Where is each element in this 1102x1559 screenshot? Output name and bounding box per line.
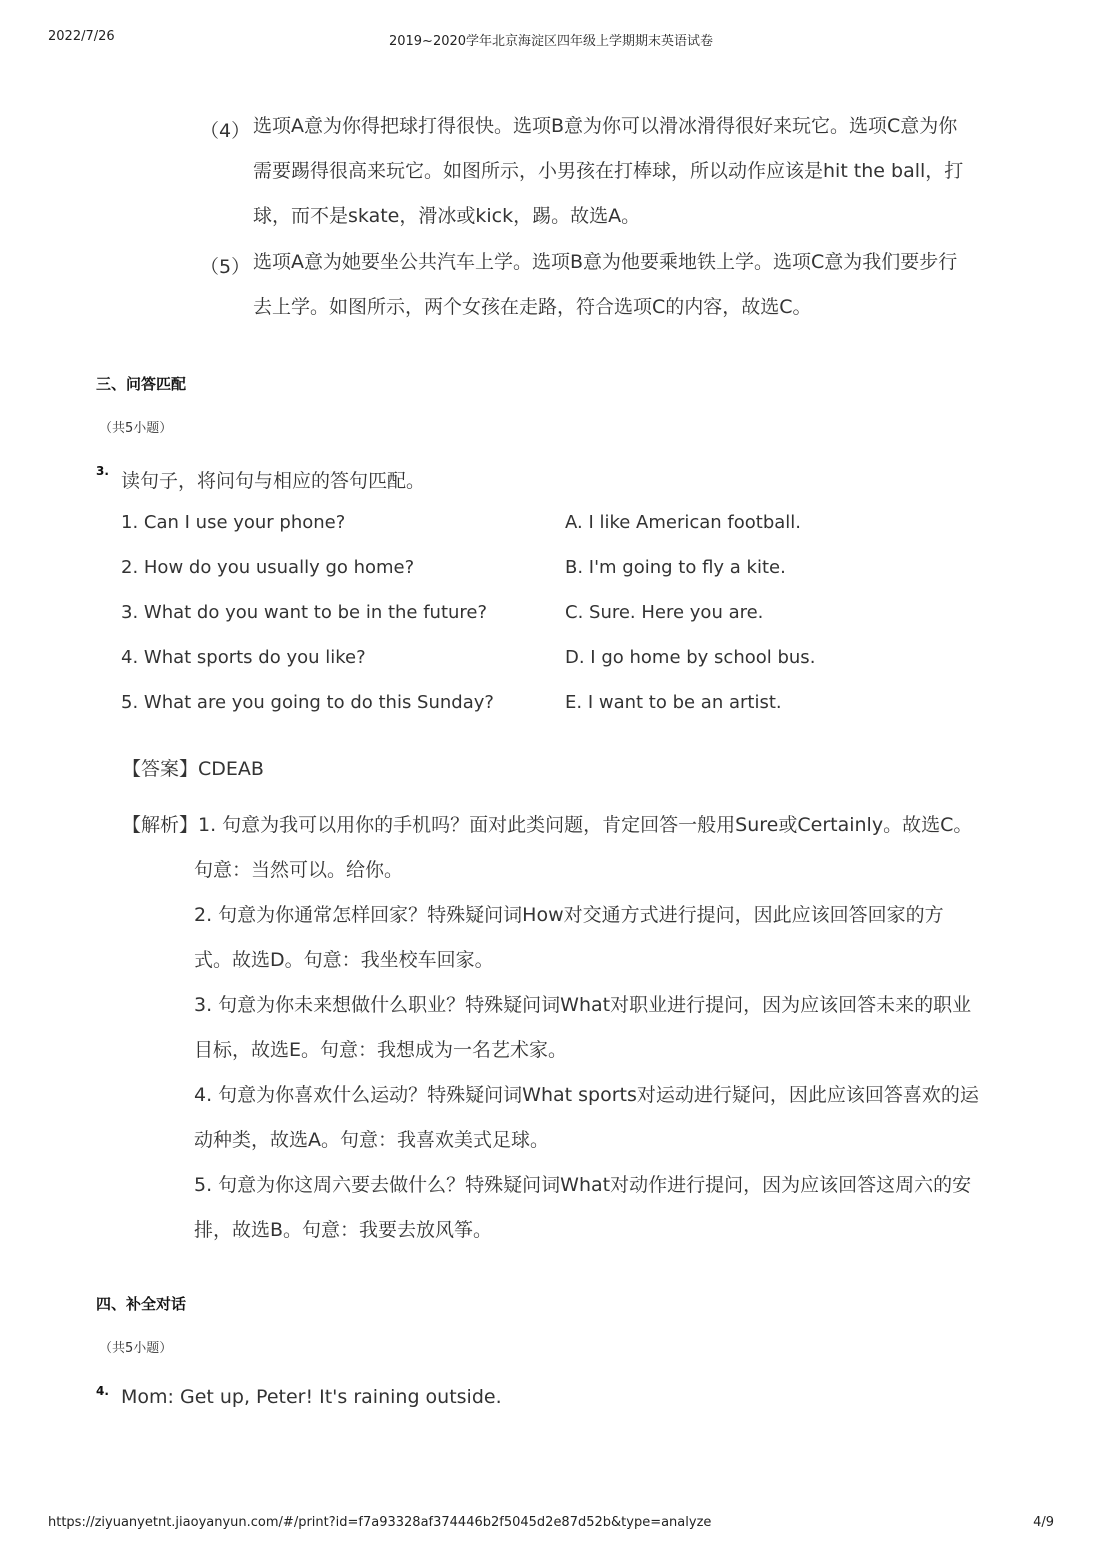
analysis-line: 式。故选D。句意：我坐校车回家。 (194, 949, 494, 971)
analysis-first-line (122, 810, 972, 837)
item-number: （4） (200, 120, 251, 142)
page-url: https://ziyuanyetnt.jiaoyanyun.com/#/print?id=f7a93328af374446b2f5045d2e87d52b&type=analyze (48, 1515, 712, 1530)
question-count: （共5小题） (99, 1341, 173, 1356)
analysis-line: 5. 句意为你这周六要去做什么？特殊疑问词What对动作进行提问，因为应该回答这周六的安 (194, 1174, 972, 1196)
page-number: 4/9 (1033, 1515, 1054, 1530)
question-number: 3. (96, 464, 109, 478)
match-question: 1. Can I use your phone? (121, 512, 346, 533)
section-title: 三、问答匹配 (96, 375, 187, 393)
analysis-text: 1. 句意为我可以用你的手机吗？面对此类问题，肯定回答一般用Sure或Certainly。故选C。 (198, 814, 973, 836)
item-number: （5） (200, 256, 251, 278)
match-answer: E. I want to be an artist. (565, 692, 782, 713)
question-stem: Mom: Get up, Peter! It's raining outside. (121, 1386, 502, 1408)
analysis-line: 动种类，故选A。句意：我喜欢美式足球。 (194, 1129, 549, 1151)
match-question: 3. What do you want to be in the future? (121, 602, 488, 623)
document-title: 2019~2020学年北京海淀区四年级上学期期末英语试卷 (388, 34, 714, 49)
analysis-line: 4. 句意为你喜欢什么运动？特殊疑问词What sports对运动进行疑问，因此应该回答喜欢的运 (194, 1084, 979, 1106)
match-answer: C. Sure. Here you are. (565, 602, 764, 623)
analysis-line: 3. 句意为你未来想做什么职业？特殊疑问词What对职业进行提问，因为应该回答未来的职业 (194, 994, 972, 1016)
match-answer: D. I go home by school bus. (565, 647, 816, 668)
item-explanation (253, 240, 993, 330)
match-question: 5. What are you going to do this Sunday? (121, 692, 494, 713)
match-answer: A. I like American football. (565, 512, 802, 533)
analysis-line: 排，故选B。句意：我要去放风筝。 (194, 1219, 493, 1241)
print-date: 2022/7/26 (48, 29, 115, 44)
analysis-line: 目标，故选E。句意：我想成为一名艺术家。 (194, 1039, 568, 1061)
answer-value: CDEAB (198, 758, 264, 780)
question-number: 4. (96, 1384, 109, 1398)
question-count: （共5小题） (99, 421, 173, 436)
item-explanation (253, 104, 993, 239)
explanation-line: 选项A意为她要坐公共汽车上学。选项B意为他要乘地铁上学。选项C意为我们要步行 (253, 251, 958, 273)
analysis-label: 【解析】 (122, 814, 199, 836)
explanation-line: 选项A意为你得把球打得很快。选项B意为你可以滑冰滑得很好来玩它。选项C意为你 (253, 115, 958, 137)
analysis-line: 句意：当然可以。给你。 (194, 859, 404, 881)
explanation-line: 需要踢得很高来玩它。如图所示，小男孩在打棒球，所以动作应该是hit the ball，打 (253, 160, 964, 182)
explanation-line: 球，而不是skate，滑冰或kick，踢。故选A。 (253, 205, 641, 227)
section-title: 四、补全对话 (96, 1295, 187, 1313)
answer-block (122, 754, 264, 781)
match-question: 2. How do you usually go home? (121, 557, 415, 578)
analysis-line: 2. 句意为你通常怎样回家？特殊疑问词How对交通方式进行提问，因此应该回答回家的方 (194, 904, 944, 926)
question-stem: 读句子，将问句与相应的答句匹配。 (121, 470, 426, 492)
match-question: 4. What sports do you like? (121, 647, 366, 668)
answer-label: 【答案】 (122, 758, 199, 780)
match-answer: B. I'm going to fly a kite. (565, 557, 786, 578)
explanation-line: 去上学。如图所示，两个女孩在走路，符合选项C的内容，故选C。 (253, 296, 812, 318)
